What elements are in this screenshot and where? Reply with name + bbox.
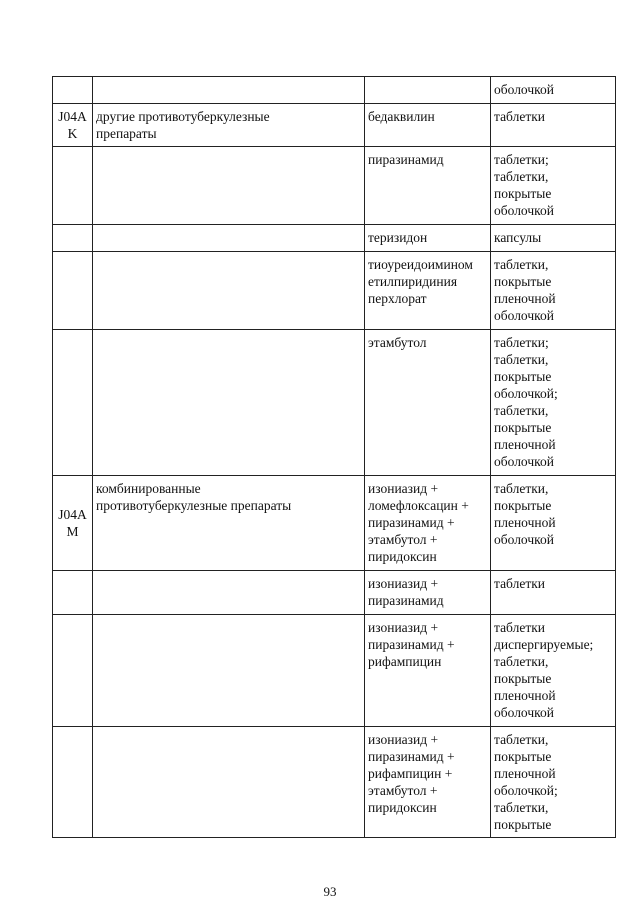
dosage-form-cell: таблетки, покрытые пленочной оболочкой — [491, 476, 616, 571]
substance-cell: изониазид + пиразинамид + рифампицин — [365, 615, 491, 727]
group-cell — [93, 252, 365, 330]
group-cell — [93, 330, 365, 476]
page-number: 93 — [323, 884, 337, 899]
substance-cell: бедаквилин — [365, 104, 491, 147]
substance-cell: изониазид + ломефлоксацин + пиразинамид + этамбутол + пиридоксин — [365, 476, 491, 571]
dosage-form-cell: таблетки; таблетки, покрытые оболочкой — [491, 147, 616, 225]
group-cell — [93, 225, 365, 252]
table-row — [53, 571, 616, 615]
table-row — [53, 252, 616, 330]
atc-code-cell: J04A M — [53, 476, 93, 571]
dosage-form-cell: капсулы — [491, 225, 616, 252]
substance-cell: этамбутол — [365, 330, 491, 476]
dosage-form-cell: таблетки — [491, 104, 616, 147]
table-row — [53, 104, 616, 147]
group-cell — [93, 571, 365, 615]
table-row — [53, 77, 616, 104]
table-row — [53, 476, 616, 571]
group-cell — [93, 615, 365, 727]
atc-code-cell — [53, 147, 93, 225]
atc-code-cell — [53, 727, 93, 838]
dosage-form-cell: таблетки, покрытые пленочной оболочкой — [491, 252, 616, 330]
substance-cell: тиоуреидоимином етилпиридиния перхлорат — [365, 252, 491, 330]
table-row — [53, 225, 616, 252]
group-cell — [93, 77, 365, 104]
dosage-form-cell: оболочкой — [491, 77, 616, 104]
atc-code-cell — [53, 330, 93, 476]
group-cell: комбинированные противотуберкулезные препараты — [93, 476, 365, 571]
group-cell: другие противотуберкулезные препараты — [93, 104, 365, 147]
substance-cell: пиразинамид — [365, 147, 491, 225]
atc-code-cell — [53, 615, 93, 727]
table-row — [53, 615, 616, 727]
atc-code-cell — [53, 77, 93, 104]
dosage-form-cell: таблетки — [491, 571, 616, 615]
substance-cell — [365, 77, 491, 104]
group-cell — [93, 727, 365, 838]
atc-code-cell — [53, 571, 93, 615]
group-cell — [93, 147, 365, 225]
drug-table — [52, 76, 616, 838]
atc-code-cell — [53, 252, 93, 330]
dosage-form-cell: таблетки, покрытые пленочной оболочкой; таблетки, покрытые — [491, 727, 616, 838]
substance-cell: изониазид + пиразинамид + рифампицин + этамбутол + пиридоксин — [365, 727, 491, 838]
dosage-form-cell: таблетки; таблетки, покрытые оболочкой; таблетки, покрытые пленочной оболочкой — [491, 330, 616, 476]
substance-cell: теризидон — [365, 225, 491, 252]
dosage-form-cell: таблетки диспергируемые; таблетки, покрытые пленочной оболочкой — [491, 615, 616, 727]
atc-code-cell — [53, 225, 93, 252]
substance-cell: изониазид + пиразинамид — [365, 571, 491, 615]
table-row — [53, 330, 616, 476]
atc-code-cell: J04A K — [53, 104, 93, 147]
table-row — [53, 147, 616, 225]
table-row — [53, 727, 616, 838]
